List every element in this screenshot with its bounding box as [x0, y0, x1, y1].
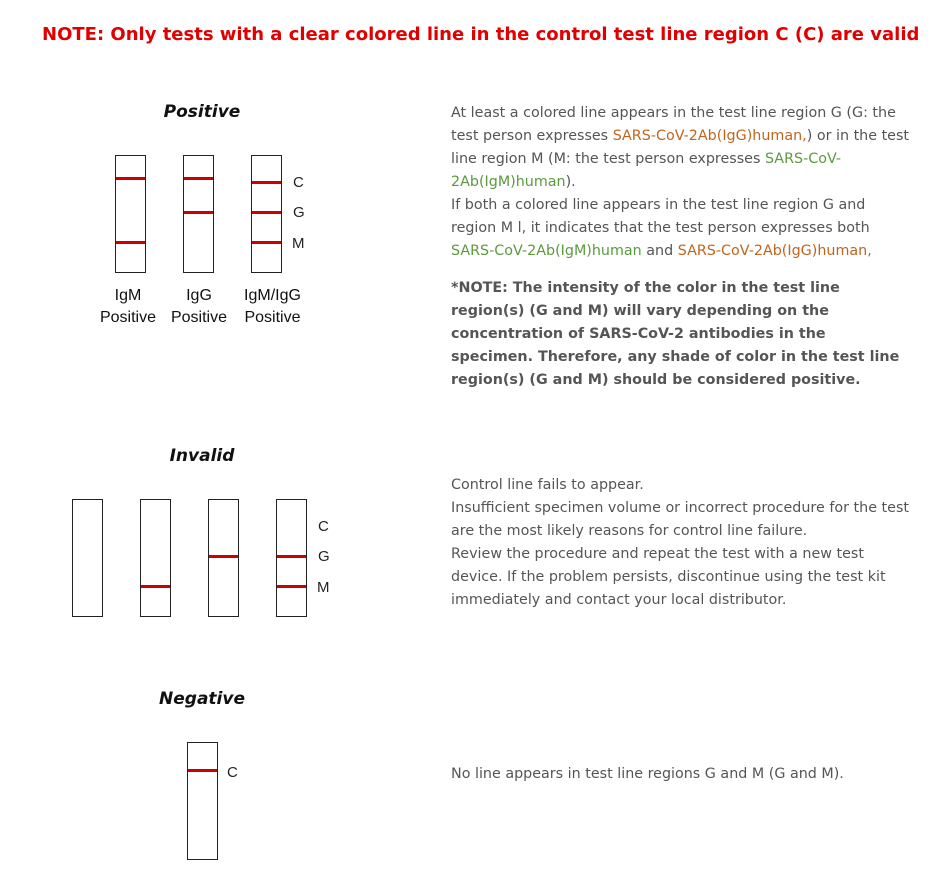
strip-invalid-blank [72, 499, 103, 617]
intensity-note: *NOTE: The intensity of the color in the test line region(s) (G and M) will vary depending on the concentration of SARS-CoV-2 antibodies in the specimen. Therefore, any shade of color in the test line region(s) (G and M) should be considered positive. [451, 280, 900, 388]
invalid-heading: Invalid [169, 446, 235, 466]
label-igm-igg-positive: IgM/IgG Positive [244, 287, 301, 326]
strip-igm-igg-positive [251, 155, 282, 273]
igm-line [252, 241, 281, 244]
label-igg-positive: IgG Positive [170, 287, 228, 326]
negative-heading: Negative [159, 689, 245, 709]
letter-m: M [292, 235, 305, 252]
top-note: NOTE: Only tests with a clear colored line in the control test line region C (C) are valid [42, 24, 920, 45]
control-line [252, 181, 281, 184]
invalid-description [451, 474, 911, 612]
strip-igm-positive [115, 155, 146, 273]
letter-g: G [293, 204, 305, 221]
letter-c: C [318, 518, 329, 535]
igm-line [141, 585, 170, 588]
positive-desc-para-2: If both a colored line appears in the test line region G and region M l, it indicates that the test person expresses both SARS-CoV-2Ab(IgM)human and SARS-CoV-2Ab(IgG)human, [451, 197, 872, 259]
letter-c: C [293, 174, 304, 191]
igg-line [209, 555, 238, 558]
positive-desc-para-1: At least a colored line appears in the test line region G (G: the test person expresses SARS-CoV-2Ab(IgG)human,) or in the test line region M (M: the test person expresses SARS-CoV-2Ab(IgM)human). [451, 105, 910, 190]
igm-line [116, 241, 145, 244]
positive-heading: Positive [163, 102, 241, 122]
negative-description: No line appears in test line regions G and M (G and M). [451, 766, 844, 782]
invalid-line-2: Insufficient specimen volume or incorrect procedure for the test are the most likely reasons for control line failure. [451, 500, 909, 539]
igg-line [277, 555, 306, 558]
control-line [116, 177, 145, 180]
control-line [188, 769, 217, 772]
letter-c: C [227, 764, 238, 781]
invalid-line-1: Control line fails to appear. [451, 477, 644, 493]
control-line [184, 177, 213, 180]
strip-invalid-m-only [140, 499, 171, 617]
strip-negative [187, 742, 218, 860]
strip-invalid-g-m [276, 499, 307, 617]
label-igm-positive: IgM Positive [99, 287, 157, 326]
invalid-line-3: Review the procedure and repeat the test with a new test device. If the problem persists, discontinue using the test kit immediately and contact your local distributor. [451, 546, 886, 608]
letter-g: G [318, 548, 330, 565]
igg-line [252, 211, 281, 214]
strip-invalid-g-only [208, 499, 239, 617]
positive-description [451, 102, 911, 263]
strip-igg-positive [183, 155, 214, 273]
igg-line [184, 211, 213, 214]
letter-m: M [317, 579, 330, 596]
igm-line [277, 585, 306, 588]
